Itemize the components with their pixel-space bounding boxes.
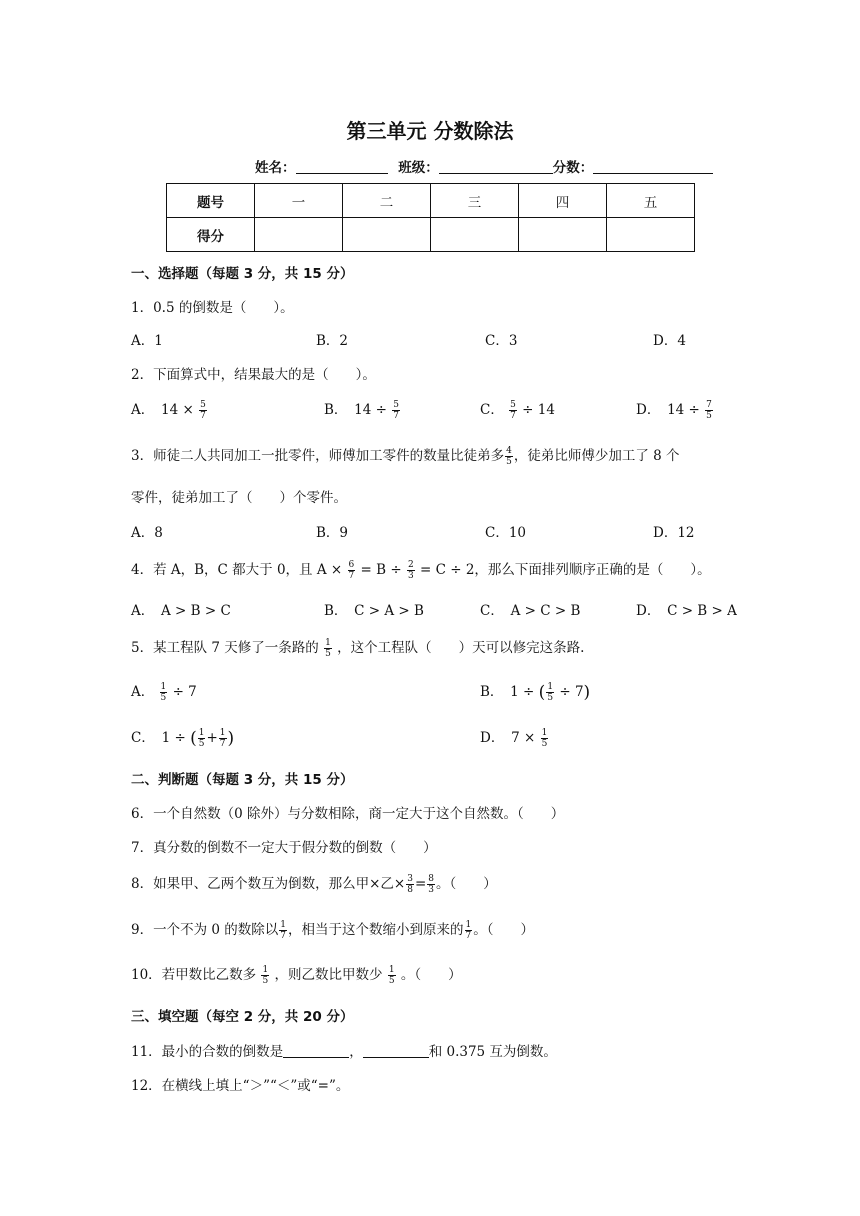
equals-sign: = — [414, 876, 427, 892]
numerator: 4 — [506, 446, 512, 456]
fraction — [261, 965, 269, 986]
class-blank[interactable] — [439, 159, 553, 174]
score-input-cell[interactable] — [519, 218, 607, 252]
question-text: ，徒弟比师傅少加工了 8 个 — [513, 448, 680, 464]
denominator: 5 — [198, 739, 205, 749]
numerator: 6 — [348, 560, 355, 570]
question-text: 9．一个不为 0 的数除以 — [131, 922, 279, 938]
numerator: 7 — [706, 400, 712, 410]
question-text: 和 0.375 互为倒数。 — [428, 1044, 557, 1060]
denominator: 5 — [388, 976, 395, 986]
answer-blank[interactable] — [363, 1043, 429, 1058]
table-cell: 得分 — [167, 218, 255, 252]
question-text: 11．最小的合数的倒数是 — [131, 1044, 284, 1060]
option-d: D． C > B > A — [636, 603, 737, 619]
question-4 — [131, 558, 711, 581]
denominator: 7 — [510, 411, 516, 421]
question-3 — [131, 444, 680, 467]
left-paren: ( — [538, 682, 546, 703]
fraction — [160, 682, 168, 703]
option-b — [480, 680, 590, 703]
right-paren: ) — [583, 682, 591, 703]
denominator: 3 — [407, 571, 414, 581]
option-text: B． 1 ÷ — [480, 684, 535, 700]
option-d — [636, 398, 714, 421]
right-paren: ) — [227, 728, 235, 749]
question-text: 10．若甲数比乙数多 — [131, 967, 257, 983]
page-title: 第三单元 分数除法 — [346, 119, 514, 143]
option-b — [324, 398, 401, 421]
denominator: 7 — [393, 411, 399, 421]
score-input-cell[interactable] — [431, 218, 519, 252]
question-text: 5．某工程队 7 天修了一条路的 — [131, 640, 319, 656]
left-paren: ( — [190, 728, 197, 749]
score-label: 分数： — [552, 160, 594, 176]
question-text: ，相当于这个数缩小到原来的 — [288, 922, 464, 938]
question-7: 7．真分数的倒数不一定大于假分数的倒数（ ） — [131, 840, 437, 856]
section-heading: 三、填空题（每空 2 分，共 20 分） — [131, 1009, 354, 1025]
class-label: 班级： — [398, 160, 439, 176]
numerator: 1 — [262, 965, 269, 975]
question-text: 3．师徒二人共同加工一批零件，师傅加工零件的数量比徒弟多 — [131, 448, 505, 464]
fraction — [465, 920, 473, 941]
question-text: 。（ ） — [473, 922, 534, 938]
denominator: 5 — [506, 457, 512, 467]
option-c: C．10 — [485, 525, 527, 541]
option-text: B． 14 ÷ — [324, 402, 387, 418]
option-text: ÷ 14 — [522, 402, 555, 418]
numerator: 2 — [407, 560, 414, 570]
question-text: = B ÷ — [360, 562, 402, 578]
numerator: 5 — [200, 400, 206, 410]
table-cell: 四 — [519, 184, 607, 218]
question-3-line-2: 零件，徒弟加工了（ ）个零件。 — [131, 490, 347, 506]
option-a: A． A > B > C — [131, 603, 231, 619]
score-input-cell[interactable] — [343, 218, 431, 252]
denominator: 3 — [428, 885, 434, 895]
numerator: 1 — [280, 920, 286, 930]
table-cell: 二 — [343, 184, 431, 218]
numerator: 1 — [325, 638, 331, 648]
plus-sign: + — [206, 730, 218, 746]
option-a: A．8 — [131, 525, 163, 541]
fraction — [348, 560, 356, 581]
question-9 — [131, 918, 534, 941]
numerator: 1 — [219, 728, 226, 738]
numerator: 1 — [547, 682, 554, 692]
numerator: 3 — [407, 874, 413, 884]
option-a: A．1 — [131, 333, 163, 349]
score-table — [166, 183, 695, 252]
option-text: C． — [480, 402, 504, 418]
question-5 — [131, 636, 584, 659]
denominator: 7 — [219, 739, 226, 749]
denominator: 8 — [407, 885, 413, 895]
section-heading: 一、选择题（每题 3 分，共 15 分） — [131, 266, 354, 282]
table-cell: 一 — [255, 184, 343, 218]
name-label: 姓名： — [255, 160, 296, 176]
fraction — [505, 446, 513, 467]
option-a — [131, 398, 208, 421]
option-d: D．12 — [653, 525, 695, 541]
denominator: 5 — [325, 649, 331, 659]
question-text: ，这个工程队（ ）天可以修完这条路. — [337, 640, 585, 656]
option-text: C． 1 ÷ — [131, 730, 186, 746]
option-d: D．4 — [653, 333, 686, 349]
question-10 — [131, 963, 462, 986]
question-2: 2．下面算式中，结果最大的是（ ）。 — [131, 367, 376, 383]
denominator: 7 — [348, 571, 355, 581]
score-table-score-row — [167, 218, 695, 252]
question-text: 8．如果甲、乙两个数互为倒数，那么甲×乙× — [131, 876, 406, 892]
fraction — [324, 638, 332, 659]
score-input-cell[interactable] — [607, 218, 695, 252]
score-input-cell[interactable] — [255, 218, 343, 252]
question-6: 6．一个自然数（0 除外）与分数相除，商一定大于这个自然数。（ ） — [131, 806, 565, 822]
question-1: 1．0.5 的倒数是（ ）。 — [131, 300, 294, 316]
fraction — [705, 400, 713, 421]
denominator: 5 — [706, 411, 712, 421]
option-text: ÷ 7 — [172, 684, 197, 700]
fraction — [407, 560, 415, 581]
question-text: 。（ ） — [436, 876, 497, 892]
student-info-line — [255, 156, 713, 176]
question-text: ， — [349, 1044, 363, 1060]
question-8 — [131, 872, 497, 895]
fraction — [509, 400, 517, 421]
question-text: 4．若 A，B，C 都大于 0，且 A × — [131, 562, 343, 578]
numerator: 1 — [541, 728, 548, 738]
question-text: ，则乙数比甲数少 — [274, 967, 383, 983]
option-c: C． A > C > B — [480, 603, 581, 619]
numerator: 8 — [428, 874, 434, 884]
table-cell: 五 — [607, 184, 695, 218]
name-blank[interactable] — [296, 159, 388, 174]
option-b: B． C > A > B — [324, 603, 424, 619]
denominator: 5 — [541, 739, 548, 749]
section-heading: 二、判断题（每题 3 分，共 15 分） — [131, 772, 354, 788]
denominator: 5 — [262, 976, 269, 986]
fraction — [541, 728, 549, 749]
numerator: 1 — [388, 965, 395, 975]
fraction — [199, 400, 207, 421]
option-text: D． 14 ÷ — [636, 402, 700, 418]
fraction — [392, 400, 400, 421]
fraction — [546, 682, 554, 703]
option-b: B．2 — [316, 333, 349, 349]
numerator: 1 — [465, 920, 472, 930]
option-d — [480, 726, 549, 749]
fraction — [198, 728, 206, 749]
option-c — [131, 726, 234, 749]
option-c — [480, 398, 555, 421]
numerator: 1 — [160, 682, 167, 692]
score-table-header-row — [167, 184, 695, 218]
fraction — [406, 874, 414, 895]
option-text: ÷ 7 — [559, 684, 584, 700]
denominator: 7 — [200, 411, 206, 421]
fraction — [427, 874, 435, 895]
option-a — [131, 680, 197, 703]
answer-blank[interactable] — [283, 1043, 349, 1058]
fraction — [279, 920, 287, 941]
score-blank[interactable] — [593, 159, 713, 174]
denominator: 7 — [465, 931, 472, 941]
option-b: B．9 — [316, 525, 349, 541]
option-c: C．3 — [485, 333, 518, 349]
table-cell: 三 — [431, 184, 519, 218]
denominator: 7 — [280, 931, 286, 941]
table-cell: 题号 — [167, 184, 255, 218]
option-text: D． 7 × — [480, 730, 536, 746]
question-11 — [131, 1040, 557, 1060]
denominator: 5 — [547, 693, 554, 703]
option-text: A． 14 × — [131, 402, 194, 418]
numerator: 1 — [198, 728, 205, 738]
fraction — [388, 965, 396, 986]
fraction — [219, 728, 227, 749]
question-12: 12．在横线上填上“＞”“＜”或“=”。 — [131, 1078, 350, 1094]
numerator: 5 — [393, 400, 399, 410]
denominator: 5 — [160, 693, 167, 703]
numerator: 5 — [510, 400, 516, 410]
option-text: A． — [131, 684, 155, 700]
question-text: 。（ ） — [400, 967, 462, 983]
question-text: = C ÷ 2，那么下面排列顺序正确的是（ ）。 — [420, 562, 711, 578]
